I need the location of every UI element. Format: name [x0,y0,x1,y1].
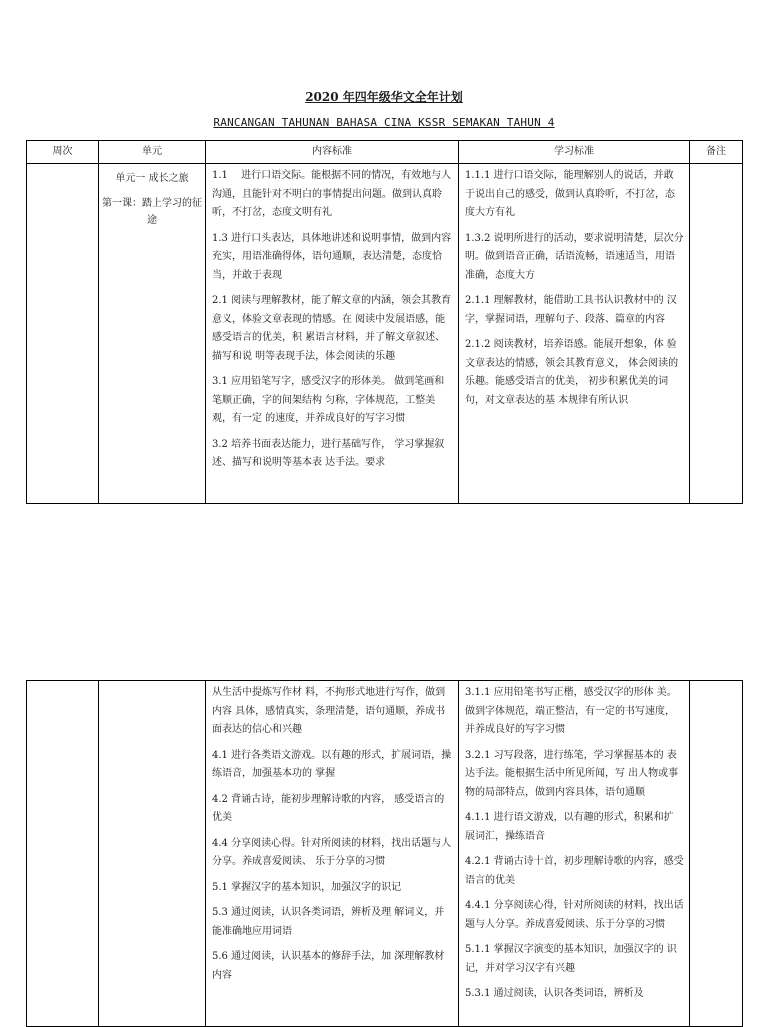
unit-cell [99,164,206,504]
lesson-title: 第一课：踏上学习的征途 [102,198,202,226]
content-standard-item: 1.3 进行口头表达，具体地讲述和说明事情，做到内容充实，用语准确得体，语句通顺，表达清楚，态度恰当，并敢于表现 [212,232,452,281]
header-content-standard: 内容标准 [206,141,459,164]
learning-standard-item: 4.4.1 分享阅读心得，针对所阅读的材料，找出话题与人分享。养成喜爱阅读、乐于分享的习惯 [465,900,684,930]
yearly-plan-table-page-1 [26,140,743,504]
content-standard-item: 4.1 进行各类语文游戏。以有趣的形式，扩展词语，操练语音，加强基本功的 掌握 [212,749,452,779]
content-standard-item: 5.1 掌握汉字的基本知识，加强汉字的识记 [212,881,402,893]
content-standard-item: 1.1 进行口语交际。能根据不同的情况，有效地与人沟通，且能针对不明白的事情提出问题。做到认真聆听，不打岔，态度文明有礼 [212,170,452,218]
learning-standard-cell [459,681,690,1027]
week-cell [27,164,99,504]
learning-standard-cell [459,164,690,504]
learning-standard-item: 4.2.1 背诵古诗十首，初步理解诗歌的内容，感受语言的优美 [465,856,684,886]
content-standard-cell [206,164,459,504]
learning-standard-item: 3.1.1 应用铅笔书写正楷，感受汉字的形体 美。做到字体规范，端正整洁，有一定的书写速度，并养成良好的写字习惯 [465,687,677,735]
learning-standard-item: 2.1.1 理解教材，能借助工具书认识教材中的 汉字，掌握词语，理解句子、段落、篇章的内容 [465,295,677,325]
yearly-plan-table-page-2 [26,680,743,1027]
content-standard-cell [206,681,459,1027]
learning-standard-item: 2.1.2 阅读教材，培养语感。能展开想象，体 验文章表达的情感，领会其教育意义， 体会阅读的乐趣。能感受语言的优美， 初步积累优美的词句，对文章表达的基 本规律有所认识 [465,339,679,406]
remarks-cell [690,681,743,1027]
table-header-row [27,141,743,164]
header-learning-standard: 学习标准 [459,141,690,164]
content-standard-item: 3.1 应用铅笔写字，感受汉字的形体美。 做到笔画和笔顺正确，字的间架结构 匀称，字体规范，工整美观，有一定 的速度，并养成良好的写字习惯 [212,376,445,424]
week-cell [27,681,99,1027]
document-title-malay: RANCANGAN TAHUNAN BAHASA CINA KSSR SEMAKAN TAHUN 4 [213,116,555,129]
learning-standard-item: 4.1.1 进行语文游戏，以有趣的形式，积累和扩 展词汇，操练语音 [465,812,674,842]
unit-cell [99,681,206,1027]
content-standard-item: 3.2 培养书面表达能力，进行基础写作， 学习掌握叙述、描写和说明等基本表 达手法。要求 [212,438,445,468]
header-week: 周次 [27,141,99,164]
content-standard-item: 从生活中提炼写作材 料，不拘形式地进行写作，做到内容 具体，感情真实，条理清楚，语句通顺，养成书面表达的信心和兴趣 [212,687,446,735]
learning-standard-item: 5.3.1 通过阅读，认识各类词语，辨析及 [465,988,644,999]
header-unit: 单元 [99,141,206,164]
learning-standard-item: 1.3.2 说明所进行的活动，要求说明清楚，层次分明。做到语音正确，话语流畅，语速适当，用语准确，态度大方 [465,232,684,281]
content-standard-item: 5.6 通过阅读，认识基本的修辞手法，加 深理解教材内容 [212,951,445,981]
content-standard-item: 4.2 背诵古诗，能初步理解诗歌的内容， 感受语言的优美 [212,793,445,823]
table-row [27,681,743,1027]
header-remarks: 备注 [690,141,743,164]
content-standard-item: 5.3 通过阅读，认识各类词语，辨析及理 解词义，并能准确地应用词语 [212,907,445,937]
remarks-cell [690,164,743,504]
unit-title: 单元一 成长之旅 [115,173,189,184]
table-row [27,164,743,504]
content-standard-item: 2.1 阅读与理解教材，能了解文章的内涵，领会其教育意义，体验文章表现的情感。在 阅读中发展语感，能感受语言的优美，积 累语言材料，并了解文章叙述、描写和说 明等表现手法，体会阅读的乐趣 [212,295,452,362]
content-standard-item: 4.4 分享阅读心得。针对所阅读的材料，找出话题与人分享。养成喜爱阅读、 乐于分享的习惯 [212,837,452,867]
learning-standard-item: 3.2.1 习写段落，进行练笔，学习掌握基本的 表达手法。能根据生活中所见所闻，写 出人物或事物的局部特点，做到内容具体，语句通顺 [465,749,679,798]
document-title-chinese: 2020 年四年级华文全年计划 [305,90,463,104]
learning-standard-item: 1.1.1 进行口语交际，能理解别人的说话，并敢 于说出自己的感受，做到认真聆听，不打岔，态度大方有礼 [465,170,675,218]
learning-standard-item: 5.1.1 掌握汉字演变的基本知识，加强汉字的 识记，并对学习汉字有兴趣 [465,944,677,974]
